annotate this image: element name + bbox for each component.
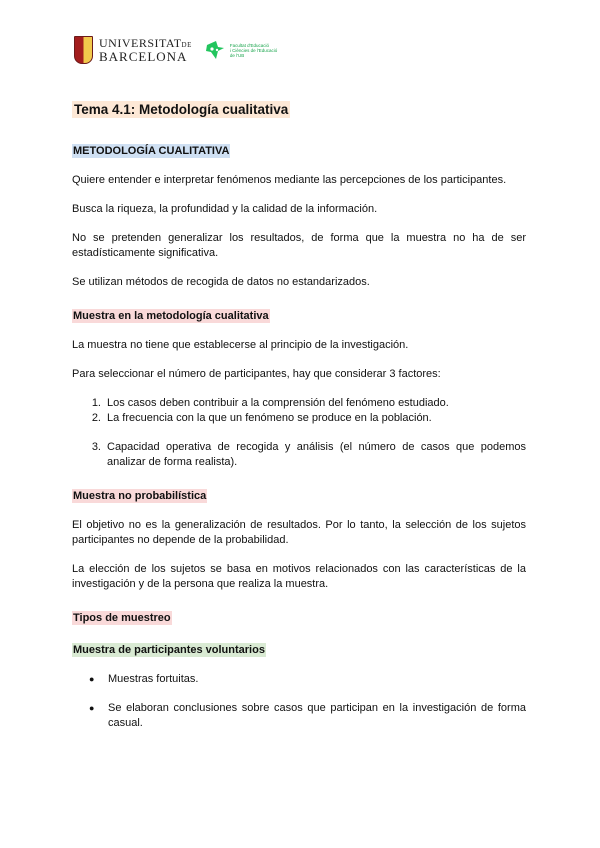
list-item: 1. Los casos deben contribuir a la comprensión del fenómeno estudiado. bbox=[72, 396, 526, 411]
document-title: Tema 4.1: Metodología cualitativa bbox=[74, 102, 289, 117]
university-name-line1: UNIVERSITAT bbox=[99, 36, 182, 50]
section-heading-tipos-muestreo: Tipos de muestreo bbox=[73, 612, 171, 624]
list-number: 1. bbox=[91, 397, 101, 409]
factors-list bbox=[72, 396, 526, 470]
paragraph: No se pretenden generalizar los resultados, de forma que la muestra no ha de ser estadísticamente significativa. bbox=[72, 232, 526, 259]
faculty-logo bbox=[204, 39, 290, 61]
paragraph: La elección de los sujetos se basa en motivos relacionados con las características de la investigación y de la persona que realiza la muestra. bbox=[72, 563, 526, 590]
list-number: 3. bbox=[91, 441, 101, 453]
university-name-line2: BARCELONA bbox=[99, 49, 188, 64]
paragraph: Busca la riqueza, la profundidad y la calidad de la información. bbox=[72, 203, 378, 215]
list-item: 3. Capacidad operativa de recogida y análisis (el número de casos que podemos analizar de forma realista). bbox=[72, 440, 526, 470]
list-item: ● Muestras fortuitas. bbox=[72, 672, 526, 687]
paragraph: La muestra no tiene que establecerse al principio de la investigación. bbox=[72, 339, 409, 351]
faculty-name-line3: de l'UB bbox=[229, 52, 245, 58]
section-heading-no-probabilistica: Muestra no probabilística bbox=[73, 490, 207, 502]
paragraph: Se utilizan métodos de recogida de datos no estandarizados. bbox=[72, 276, 370, 288]
paragraph: El objetivo no es la generalización de resultados. Por lo tanto, la selección de los sujetos participantes no depende de la probabilidad. bbox=[72, 519, 526, 546]
bullet-icon: ● bbox=[89, 674, 95, 684]
university-name-de: DE bbox=[181, 41, 192, 49]
university-shield-icon bbox=[74, 36, 93, 64]
section-heading-metodologia: METODOLOGÍA CUALITATIVA bbox=[73, 145, 230, 157]
paragraph: Para seleccionar el número de participantes, hay que considerar 3 factores: bbox=[72, 368, 441, 380]
paragraph: Quiere entender e interpretar fenómenos mediante las percepciones de los participantes. bbox=[72, 174, 507, 186]
list-item: 2. La frecuencia con la que un fenómeno se produce en la población. bbox=[72, 411, 526, 426]
subsection-heading-voluntarios: Muestra de participantes voluntarios bbox=[73, 644, 265, 656]
university-logo bbox=[74, 36, 192, 64]
faculty-name-line1: Facultat d'Educació bbox=[229, 42, 270, 48]
bullet-list bbox=[72, 672, 526, 731]
list-item: ● Se elaboran conclusiones sobre casos que participan en la investigación de forma casual. bbox=[72, 701, 526, 731]
page-header bbox=[74, 36, 290, 64]
bullet-icon: ● bbox=[89, 703, 95, 713]
list-number: 2. bbox=[91, 412, 101, 424]
section-heading-muestra-cualitativa: Muestra en la metodología cualitativa bbox=[73, 310, 269, 322]
document-body bbox=[72, 101, 526, 731]
faculty-name-line2: i Ciències de l'Educació bbox=[229, 47, 278, 53]
faculty-emblem-icon bbox=[204, 39, 226, 61]
